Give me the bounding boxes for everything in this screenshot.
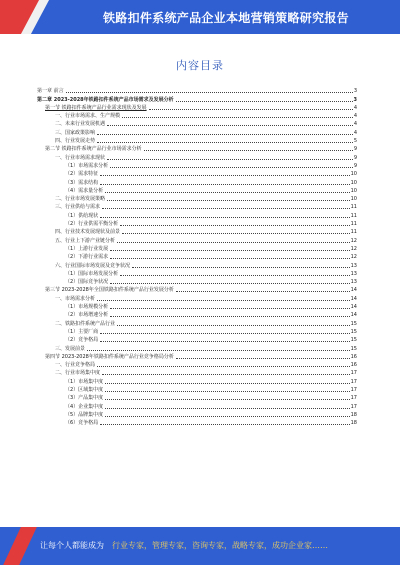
toc-entry-page: 4 <box>353 104 357 111</box>
toc-entry[interactable] <box>37 360 357 368</box>
toc-entry[interactable] <box>37 219 357 227</box>
toc-entry-page: 18 <box>350 411 357 418</box>
toc-entry[interactable] <box>37 136 357 144</box>
toc-leader-dots <box>100 333 349 334</box>
toc-leader-dots <box>100 341 349 342</box>
toc-entry[interactable] <box>37 277 357 285</box>
toc-leader-dots <box>97 300 350 301</box>
toc-entry-label: （2）行业供需平衡分析 <box>65 221 119 228</box>
toc-leader-dots <box>110 308 349 309</box>
report-title: 铁路扣件系统产品企业本地营销策略研究报告 <box>102 11 349 25</box>
toc-leader-dots <box>176 291 350 292</box>
toc-entry[interactable] <box>37 293 357 301</box>
toc-entry-label: 一、行业市场需求现状 <box>55 154 106 161</box>
toc-entry-label: （2）下游行业需求 <box>65 254 109 261</box>
toc-entry[interactable] <box>37 86 357 94</box>
toc-entry-page: 15 <box>350 345 357 352</box>
toc-entry-label: 三、发展前景 <box>55 345 86 352</box>
toc-leader-dots <box>100 424 349 425</box>
toc-leader-dots <box>132 267 350 268</box>
toc-entry[interactable] <box>37 177 357 185</box>
toc-leader-dots <box>105 192 349 193</box>
toc-entry[interactable] <box>37 152 357 160</box>
toc-entry-label: （2）竞争格局 <box>65 337 99 344</box>
toc-entry[interactable] <box>37 335 357 343</box>
toc-entry[interactable] <box>37 161 357 169</box>
toc-leader-dots <box>97 142 353 143</box>
toc-entry[interactable] <box>37 352 357 360</box>
toc-leader-dots <box>100 184 349 185</box>
toc-entry[interactable] <box>37 418 357 426</box>
toc-entry-page: 12 <box>350 237 357 244</box>
toc-entry[interactable] <box>37 169 357 177</box>
toc-leader-dots <box>102 374 350 375</box>
toc-entry-page: 10 <box>350 171 357 178</box>
toc-entry-label: （1）市场需求分析 <box>65 162 109 169</box>
toc-entry-label: （1）上游行业发展 <box>65 245 109 252</box>
toc-entry[interactable] <box>37 252 357 260</box>
toc-leader-dots <box>107 125 353 126</box>
toc-entry-page: 18 <box>350 420 357 427</box>
toc-entry-label: （3）需求结构 <box>65 179 99 186</box>
toc-entry[interactable] <box>37 302 357 310</box>
toc-leader-dots <box>149 109 353 110</box>
toc-entry-page: 11 <box>350 212 357 219</box>
toc-entry[interactable] <box>37 194 357 202</box>
toc-entry-label: （4）需求量分析 <box>65 187 104 194</box>
toc-entry[interactable] <box>37 410 357 418</box>
table-of-contents <box>37 86 357 426</box>
toc-entry-page: 15 <box>350 337 357 344</box>
toc-entry-page: 3 <box>353 88 357 95</box>
toc-entry-page: 16 <box>350 353 357 360</box>
red-accent-stripe <box>3 527 37 565</box>
toc-leader-dots <box>105 416 349 417</box>
toc-leader-dots <box>144 150 353 151</box>
toc-entry-page: 15 <box>350 320 357 327</box>
toc-entry[interactable] <box>37 119 357 127</box>
toc-entry-label: （2）市场增速分析 <box>65 312 109 319</box>
toc-leader-dots <box>100 175 349 176</box>
toc-entry[interactable] <box>37 210 357 218</box>
toc-entry-page: 11 <box>350 221 357 228</box>
toc-leader-dots <box>105 383 349 384</box>
toc-entry-label: 一、市场需求分析 <box>55 295 96 302</box>
toc-entry-page: 17 <box>350 395 357 402</box>
toc-entry-label: 五、行业上下游产业链分析 <box>55 237 116 244</box>
toc-leader-dots <box>110 316 349 317</box>
toc-entry-label: 第二章 2023-2028年铁路扣件系统产品市场需求及发展分析 <box>37 96 174 103</box>
toc-leader-dots <box>110 167 353 168</box>
toc-entry-label: 六、行业国际市场发展及竞争状况 <box>55 262 131 269</box>
toc-entry[interactable] <box>37 94 357 102</box>
toc-entry-label: 三、行业供给与需求 <box>55 204 101 211</box>
footer-slogan-tail: 行业专家，管理专家，咨询专家，战略专家，成功企业家…… <box>112 541 328 550</box>
toc-entry[interactable] <box>37 103 357 111</box>
toc-entry-page: 14 <box>350 312 357 319</box>
toc-entry[interactable] <box>37 327 357 335</box>
toc-leader-dots <box>110 283 349 284</box>
toc-leader-dots <box>105 399 349 400</box>
toc-leader-dots <box>107 200 350 201</box>
toc-entry[interactable] <box>37 127 357 135</box>
toc-entry-page: 12 <box>350 245 357 252</box>
toc-entry-page: 17 <box>350 378 357 385</box>
toc-entry-label: （2）需求特征 <box>65 171 99 178</box>
toc-entry-page: 14 <box>350 304 357 311</box>
toc-entry-page: 17 <box>350 386 357 393</box>
toc-entry-page: 15 <box>350 328 357 335</box>
toc-entry-label: 第二节 铁路扣件系统产品行业市场需求分析 <box>45 146 142 153</box>
toc-entry[interactable] <box>37 368 357 376</box>
toc-entry[interactable] <box>37 235 357 243</box>
toc-entry-page: 10 <box>350 187 357 194</box>
toc-entry[interactable] <box>37 260 357 268</box>
toc-entry-page: 14 <box>350 287 357 294</box>
toc-entry-page: 9 <box>353 162 357 169</box>
toc-entry[interactable] <box>37 227 357 235</box>
toc-entry-page: 16 <box>350 362 357 369</box>
toc-entry-label: 三、国家政策影响 <box>55 129 96 136</box>
toc-entry-page: 13 <box>350 262 357 269</box>
toc-leader-dots <box>105 408 349 409</box>
footer-bar <box>0 527 400 565</box>
toc-entry-label: （2）区域集中度 <box>65 386 104 393</box>
toc-leader-dots <box>102 208 350 209</box>
toc-leader-dots <box>100 217 349 218</box>
toc-leader-dots <box>176 101 353 102</box>
toc-entry-label: （1）主要厂商 <box>65 328 99 335</box>
toc-entry-page: 11 <box>350 204 357 211</box>
toc-entry[interactable] <box>37 401 357 409</box>
toc-leader-dots <box>97 366 350 367</box>
toc-entry-page: 4 <box>353 121 357 128</box>
toc-entry[interactable] <box>37 393 357 401</box>
toc-entry[interactable] <box>37 318 357 326</box>
toc-entry[interactable] <box>37 343 357 351</box>
toc-entry-label: （1）市场集中度 <box>65 378 104 385</box>
toc-entry-label: （4）企业集中度 <box>65 403 104 410</box>
toc-entry-page: 3 <box>353 96 357 103</box>
toc-entry-page: 13 <box>350 279 357 286</box>
toc-entry-label: （5）品牌集中度 <box>65 411 104 418</box>
toc-entry[interactable] <box>37 376 357 384</box>
footer-slogan <box>40 540 328 551</box>
toc-leader-dots <box>122 117 353 118</box>
toc-entry-page: 12 <box>350 254 357 261</box>
toc-entry[interactable] <box>37 111 357 119</box>
toc-entry-page: 5 <box>353 138 357 145</box>
toc-entry-label: 第四节 2023-2028年铁路扣件系统产品行业竞争格局分析 <box>45 353 174 360</box>
toc-heading: 内容目录 <box>176 59 224 72</box>
toc-leader-dots <box>122 233 350 234</box>
toc-entry[interactable] <box>37 202 357 210</box>
toc-entry-page: 17 <box>350 370 357 377</box>
toc-entry-page: 9 <box>353 146 357 153</box>
toc-entry-label: （1）市场规模分析 <box>65 304 109 311</box>
toc-entry[interactable] <box>37 310 357 318</box>
toc-entry-label: （1）供给现状 <box>65 212 99 219</box>
toc-entry-label: （6）竞争格局 <box>65 420 99 427</box>
toc-entry-label: 二、铁路扣件系统产品行业 <box>55 320 116 327</box>
toc-entry-label: 二、行业市场集中度 <box>55 370 101 377</box>
toc-leader-dots <box>176 358 350 359</box>
toc-leader-dots <box>120 275 349 276</box>
toc-entry-label: （2）国际竞争状况 <box>65 279 109 286</box>
header-bar <box>0 0 400 34</box>
toc-leader-dots <box>110 250 349 251</box>
toc-entry-label: 第一章 前言 <box>37 88 64 95</box>
toc-leader-dots <box>66 92 353 93</box>
toc-entry[interactable] <box>37 385 357 393</box>
toc-entry-label: 二、未来行业发展机遇 <box>55 121 106 128</box>
toc-leader-dots <box>117 325 350 326</box>
toc-entry-label: （1）国际市场发展分析 <box>65 270 119 277</box>
toc-entry-page: 10 <box>350 196 357 203</box>
toc-entry-page: 4 <box>353 113 357 120</box>
toc-entry-page: 10 <box>350 179 357 186</box>
toc-entry[interactable] <box>37 144 357 152</box>
toc-entry[interactable] <box>37 285 357 293</box>
toc-entry-page: 9 <box>353 154 357 161</box>
toc-entry-label: 二、行业市场发展策略 <box>55 196 106 203</box>
toc-entry-page: 11 <box>350 229 357 236</box>
toc-entry-label: 一、行业竞争格局 <box>55 362 96 369</box>
toc-leader-dots <box>120 225 349 226</box>
toc-leader-dots <box>97 134 353 135</box>
toc-entry-label: 一、行业市场需求、生产规模 <box>55 113 121 120</box>
toc-leader-dots <box>87 350 350 351</box>
toc-entry-page: 14 <box>350 295 357 302</box>
toc-entry-label: （3）产品集中度 <box>65 395 104 402</box>
toc-entry[interactable] <box>37 186 357 194</box>
toc-leader-dots <box>105 391 349 392</box>
toc-entry-label: 第一节 铁路扣件系统产品行业需求现状及发展 <box>45 104 147 111</box>
toc-entry-page: 13 <box>350 270 357 277</box>
toc-entry-label: 四、行业技术发展现状及前景 <box>55 229 121 236</box>
toc-entry[interactable] <box>37 244 357 252</box>
toc-entry-label: 四、行业发展走势 <box>55 138 96 145</box>
toc-entry-label: 第三节 2023-2028年全国铁路扣件系统产品行业发展分析 <box>45 287 174 294</box>
toc-leader-dots <box>117 242 350 243</box>
toc-leader-dots <box>110 258 349 259</box>
toc-entry[interactable] <box>37 269 357 277</box>
toc-entry-page: 4 <box>353 129 357 136</box>
footer-slogan-lead: 让每个人都能成为 <box>40 541 104 550</box>
toc-entry-page: 17 <box>350 403 357 410</box>
toc-leader-dots <box>107 159 353 160</box>
